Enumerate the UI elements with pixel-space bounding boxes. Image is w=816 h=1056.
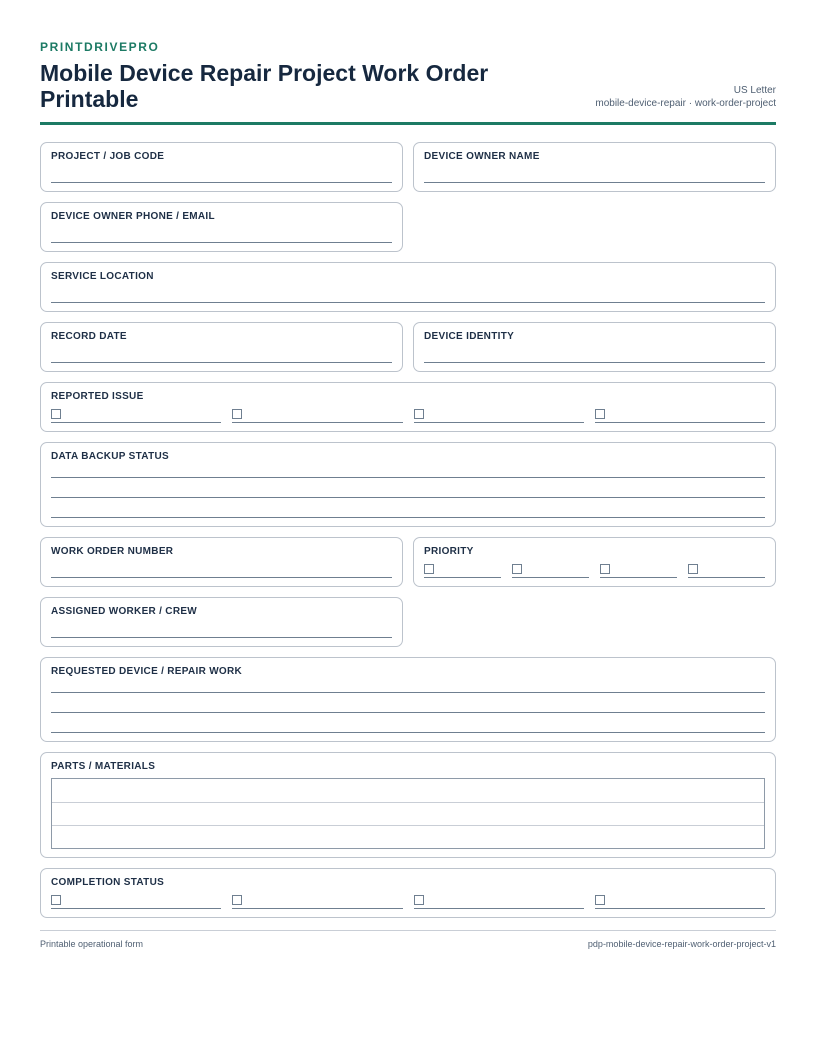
header-rule: [40, 122, 776, 125]
field-label: ASSIGNED WORKER / CREW: [51, 606, 198, 617]
parts-materials-field: [40, 752, 776, 858]
data-backup-status-field[interactable]: [40, 442, 776, 527]
device-owner-contact-field[interactable]: [40, 202, 403, 252]
checkbox-option[interactable]: [600, 564, 677, 578]
form-tags: mobile-device-repair · work-order-project: [595, 98, 776, 109]
priority-field: [413, 537, 776, 587]
checkbox[interactable]: [595, 895, 605, 905]
checkbox[interactable]: [512, 564, 522, 574]
footer-caption: Printable operational form: [40, 939, 144, 949]
write-line[interactable]: [51, 477, 765, 478]
checkbox-option[interactable]: [51, 409, 221, 423]
write-line[interactable]: [51, 637, 392, 638]
checkbox-option[interactable]: [232, 409, 402, 423]
field-label: RECORD DATE: [51, 331, 127, 342]
checkbox[interactable]: [595, 409, 605, 419]
checkbox-option[interactable]: [595, 895, 765, 909]
write-line[interactable]: [51, 692, 765, 693]
table-row-divider: [52, 825, 764, 826]
device-owner-name-field[interactable]: [413, 142, 776, 192]
device-identity-field[interactable]: [413, 322, 776, 372]
paper-size: US Letter: [733, 85, 776, 96]
checkbox[interactable]: [600, 564, 610, 574]
write-line[interactable]: [424, 362, 765, 363]
checkbox-option[interactable]: [595, 409, 765, 423]
checkbox[interactable]: [232, 895, 242, 905]
reported-issue-field: [40, 382, 776, 432]
write-line[interactable]: [51, 712, 765, 713]
checkbox[interactable]: [51, 409, 61, 419]
checkbox[interactable]: [232, 409, 242, 419]
field-label: PROJECT / JOB CODE: [51, 151, 165, 162]
project-job-code-field[interactable]: [40, 142, 403, 192]
document-meta: [595, 84, 776, 110]
brand-name: PRINTDRIVEPRO: [40, 40, 160, 54]
write-line[interactable]: [51, 242, 392, 243]
table-row-divider: [52, 802, 764, 803]
field-label: REPORTED ISSUE: [51, 391, 144, 402]
assigned-worker-field[interactable]: [40, 597, 403, 647]
write-line[interactable]: [51, 732, 765, 733]
checkbox-option[interactable]: [414, 409, 584, 423]
write-line[interactable]: [424, 182, 765, 183]
service-location-field[interactable]: [40, 262, 776, 312]
write-line[interactable]: [51, 182, 392, 183]
checkbox-option[interactable]: [424, 564, 501, 578]
write-line[interactable]: [51, 302, 765, 303]
checkbox-option[interactable]: [232, 895, 402, 909]
field-label: DEVICE OWNER NAME: [424, 151, 540, 162]
work-order-number-field[interactable]: [40, 537, 403, 587]
field-label: PRIORITY: [424, 546, 474, 557]
form-version-code: pdp-mobile-device-repair-work-order-project-v1: [587, 939, 776, 949]
write-line[interactable]: [51, 517, 765, 518]
footer-rule: [40, 930, 776, 931]
checkbox-option[interactable]: [512, 564, 589, 578]
checkbox[interactable]: [688, 564, 698, 574]
checkbox-option[interactable]: [51, 895, 221, 909]
field-label: COMPLETION STATUS: [51, 877, 165, 888]
field-label: SERVICE LOCATION: [51, 271, 154, 282]
field-label: WORK ORDER NUMBER: [51, 546, 174, 557]
checkbox[interactable]: [424, 564, 434, 574]
completion-status-field: [40, 868, 776, 918]
write-line[interactable]: [51, 362, 392, 363]
checkbox[interactable]: [414, 409, 424, 419]
field-label: DEVICE OWNER PHONE / EMAIL: [51, 211, 215, 222]
field-label: REQUESTED DEVICE / REPAIR WORK: [51, 666, 243, 677]
checkbox-option[interactable]: [688, 564, 765, 578]
checkbox-option[interactable]: [414, 895, 584, 909]
parts-table[interactable]: [51, 778, 765, 849]
field-label: DEVICE IDENTITY: [424, 331, 515, 342]
write-line[interactable]: [51, 497, 765, 498]
record-date-field[interactable]: [40, 322, 403, 372]
write-line[interactable]: [51, 577, 392, 578]
field-label: PARTS / MATERIALS: [51, 761, 156, 772]
checkbox[interactable]: [51, 895, 61, 905]
field-label: DATA BACKUP STATUS: [51, 451, 169, 462]
checkbox[interactable]: [414, 895, 424, 905]
requested-work-field[interactable]: [40, 657, 776, 742]
page-title: Mobile Device Repair Project Work Order Printable: [40, 60, 489, 112]
